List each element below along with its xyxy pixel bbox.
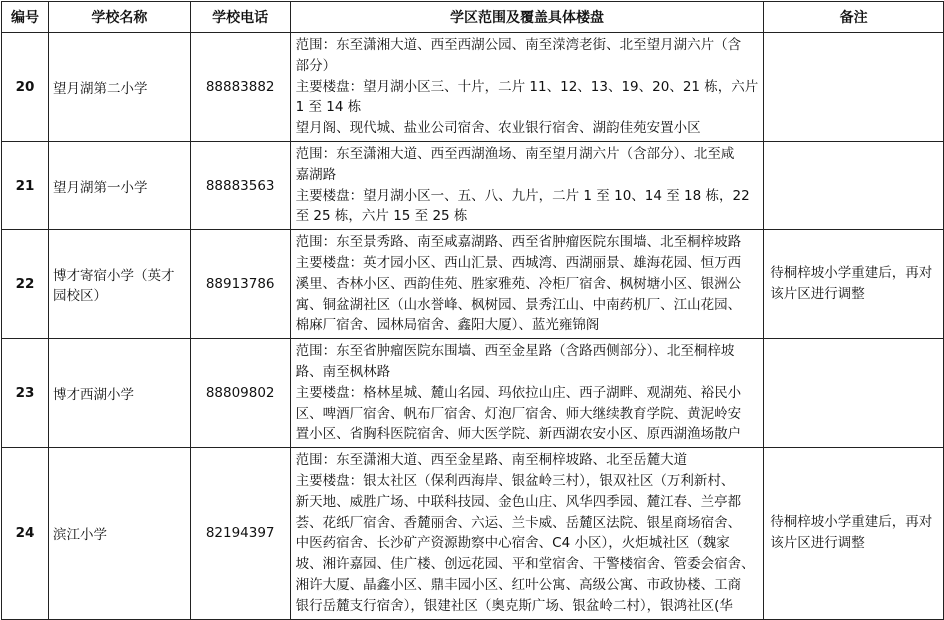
scope-line: 至 25 栋，六片 15 至 25 栋 bbox=[295, 208, 468, 225]
scope-line: 主要楼盘：格林星城、麓山名园、玛依拉山庄、西子湖畔、观湖苑、裕民小 bbox=[295, 384, 742, 401]
header-scope: 学区范围及覆盖具体楼盘 bbox=[290, 2, 764, 33]
district-scope bbox=[290, 141, 764, 229]
scope-line: 中医药宿舍、长沙矿产资源勘察中心宿舍、C4 小区），火炬城社区（魏家 bbox=[295, 535, 730, 552]
scope-line: 寓、铜盆湖社区（山水誉峰、枫树园、景秀江山、中南药机厂、江山花园、 bbox=[295, 296, 742, 313]
school-name: 望月湖第二小学 bbox=[48, 33, 190, 142]
school-phone: 82194397 bbox=[190, 448, 290, 619]
table-row bbox=[2, 141, 944, 229]
header-name: 学校名称 bbox=[48, 2, 190, 33]
district-scope bbox=[290, 230, 764, 339]
row-number: 24 bbox=[2, 448, 49, 619]
scope-line: 湘许大厦、晶鑫小区、鼎丰园小区、红叶公寓、高级公寓、市政协楼、工商 bbox=[295, 576, 742, 593]
scope-line: 主要楼盘：望月湖小区三、十片，二片 11、12、13、19、20、21 栋，六片 bbox=[295, 78, 759, 95]
remark: 待桐梓坡小学重建后，再对该片区进行调整 bbox=[764, 230, 944, 339]
district-scope bbox=[290, 33, 764, 142]
scope-line: 主要楼盘：英才园小区、西山汇景、西城湾、西湖丽景、雄海花园、恒万西 bbox=[295, 254, 742, 271]
table-row bbox=[2, 448, 944, 619]
row-number: 21 bbox=[2, 141, 49, 229]
scope-line: 置小区、省胸科医院宿舍、师大医学院、新西湖农安小区、原西湖渔场散户 bbox=[295, 426, 742, 443]
remark bbox=[764, 33, 944, 142]
scope-line: 路、南至枫林路 bbox=[295, 363, 391, 380]
table-row bbox=[2, 230, 944, 339]
header-no: 编号 bbox=[2, 2, 49, 33]
scope-line: 范围：东至景秀路、南至咸嘉湖路、西至省肿瘤医院东围墙、北至桐梓坡路 bbox=[295, 234, 742, 251]
row-number: 22 bbox=[2, 230, 49, 339]
scope-line: 新天地、威胜广场、中联科技园、金色山庄、风华四季园、麓江春、兰亭都 bbox=[295, 493, 742, 510]
row-number: 23 bbox=[2, 339, 49, 448]
row-number: 20 bbox=[2, 33, 49, 142]
scope-line: 范围：东至省肿瘤医院东围墙、西至金星路（含路西侧部分）、北至桐梓坡 bbox=[295, 343, 735, 360]
scope-line: 坡、湘许嘉园、佳广楼、创远花园、平和堂宿舍、干警楼宿舍、管委会宿舍、 bbox=[295, 556, 755, 573]
scope-line: 主要楼盘：望月湖小区一、五、八、九片，二片 1 至 10、14 至 18 栋，22 bbox=[295, 187, 750, 204]
table-row bbox=[2, 339, 944, 448]
header-phone: 学校电话 bbox=[190, 2, 290, 33]
scope-line: 范围：东至潇湘大道、西至西湖公园、南至溁湾老街、北至望月湖六片（含 bbox=[295, 37, 742, 53]
district-scope bbox=[290, 448, 764, 619]
school-district-table bbox=[1, 1, 944, 620]
school-phone: 88883882 bbox=[190, 33, 290, 142]
school-name: 滨江小学 bbox=[48, 448, 190, 619]
school-phone: 88809802 bbox=[190, 339, 290, 448]
scope-line: 区、啤酒厂宿舍、帆布厂宿舍、灯泡厂宿舍、师大继续教育学院、黄泥岭安 bbox=[295, 405, 742, 422]
school-phone: 88883563 bbox=[190, 141, 290, 229]
school-phone: 88913786 bbox=[190, 230, 290, 339]
scope-line: 部分） bbox=[295, 57, 337, 74]
scope-line: 范围：东至潇湘大道、西至西湖渔场、南至望月湖六片（含部分）、北至咸 bbox=[295, 145, 735, 162]
header-note: 备注 bbox=[764, 2, 944, 33]
scope-line: 银行岳麓支行宿舍），银建社区（奥克斯广场、银盆岭二村），银鸿社区(华 bbox=[295, 597, 733, 614]
scope-line: 嘉湖路 bbox=[295, 166, 337, 183]
district-scope bbox=[290, 339, 764, 448]
school-name: 博才西湖小学 bbox=[48, 339, 190, 448]
school-name: 望月湖第一小学 bbox=[48, 141, 190, 229]
scope-line: 荟、花纸厂宿舍、香麓丽舍、六运、兰卡威、岳麓区法院、银星商场宿舍、 bbox=[295, 514, 742, 531]
scope-line: 望月阁、现代城、盐业公司宿舍、农业银行宿舍、湖韵佳苑安置小区 bbox=[295, 120, 701, 137]
scope-line: 棉麻厂宿舍、园林局宿舍、鑫阳大厦）、蓝光雍锦阁 bbox=[295, 317, 600, 334]
scope-line: 1 至 14 栋 bbox=[295, 99, 362, 116]
table-row bbox=[2, 33, 944, 142]
header-row bbox=[2, 2, 944, 33]
remark bbox=[764, 339, 944, 448]
school-name: 博才寄宿小学（英才园校区） bbox=[48, 230, 190, 339]
scope-line: 范围：东至潇湘大道、西至金星路、南至桐梓坡路、北至岳麓大道 bbox=[295, 452, 688, 469]
scope-line: 主要楼盘：银太社区（保利西海岸、银盆岭三村），银双社区（万利新村、 bbox=[295, 472, 735, 489]
scope-line: 溪里、杏林小区、西韵佳苑、胜家雅苑、冷柜厂宿舍、枫树塘小区、银洲公 bbox=[295, 275, 742, 292]
remark: 待桐梓坡小学重建后，再对该片区进行调整 bbox=[764, 448, 944, 619]
remark bbox=[764, 141, 944, 229]
